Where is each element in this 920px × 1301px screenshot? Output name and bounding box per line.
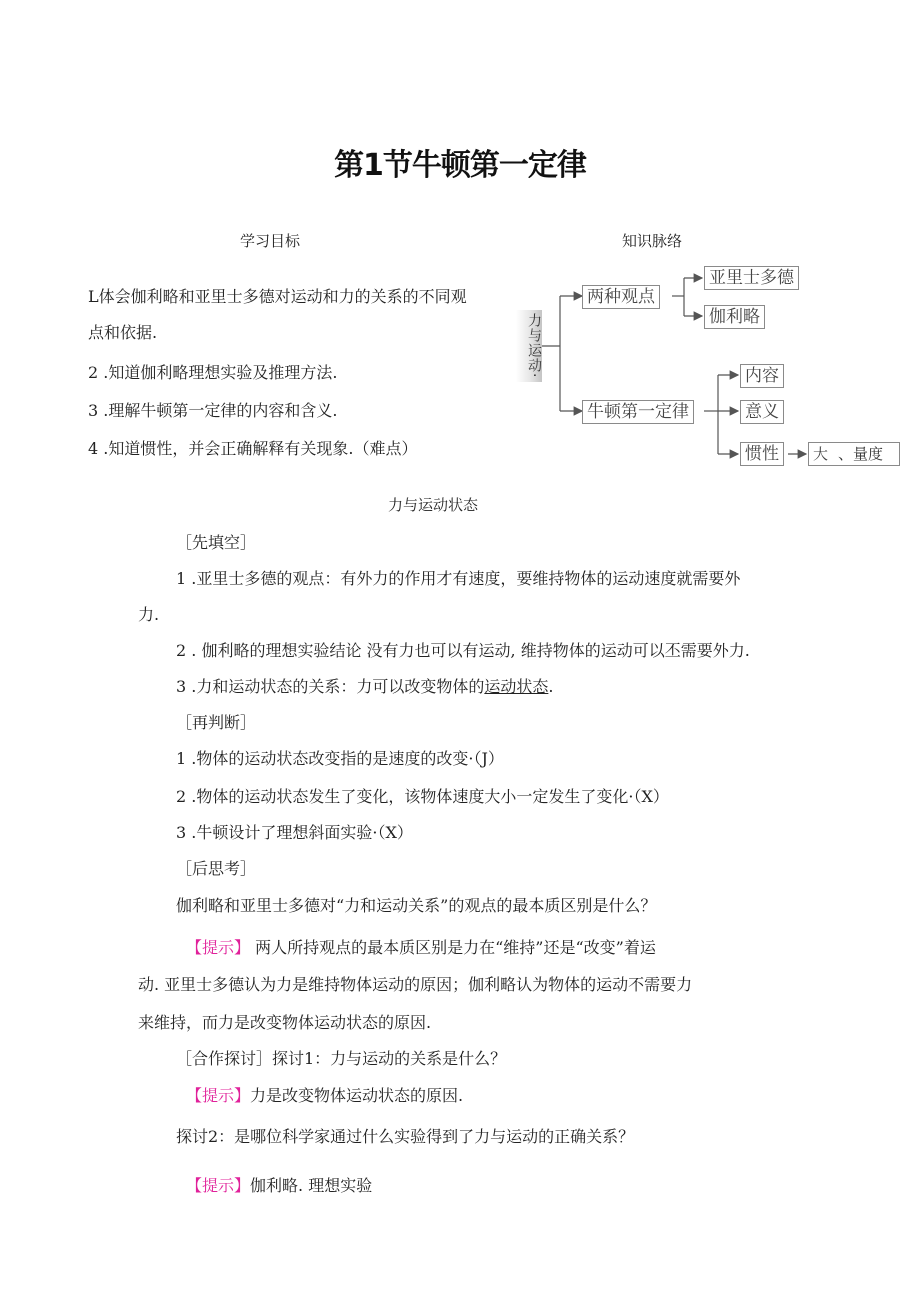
objective-item-3: 3 .理解牛顿第一定律的内容和含义. xyxy=(88,401,338,420)
think-answer xyxy=(186,935,656,958)
objective-item-1-cont: 点和依据. xyxy=(88,323,158,342)
judge-item-2: 2 .物体的运动状态发生了变化，该物体速度大小一定发生了变化·（X） xyxy=(176,787,669,806)
think-label: ［后思考］ xyxy=(176,859,257,878)
explore-answer-1 xyxy=(186,1083,463,1106)
map-inertia-measure: 大 xyxy=(813,445,829,463)
objective-item-4: 4 .知道惯性，并会正确解释有关现象.（难点） xyxy=(88,439,418,458)
prefill-item-3-period: . xyxy=(548,677,554,696)
think-question: 伽利略和亚里士多德对“力和运动关系”的观点的最本质区别是什么？ xyxy=(176,896,657,915)
map-two-views: 两种观点 xyxy=(582,285,660,309)
map-aristotle: 亚里士多德 xyxy=(704,266,799,290)
judge-item-3: 3 .牛顿设计了理想斜面实验·（X） xyxy=(176,823,413,842)
prefill-item-2: 2 . 伽利略的理想实验结论 没有力也可以有运动, 维持物体的运动可以丕需要外力. xyxy=(176,641,750,660)
explore-tip-1-text: 力是改变物体运动状态的原因. xyxy=(250,1086,464,1105)
objective-item-2: 2 .知道伽利略理想实验及推理方法. xyxy=(88,363,338,382)
map-inertia: 惯性 xyxy=(740,442,784,466)
prefill-label: ［先填空］ xyxy=(176,533,257,552)
page-title: 第1节牛顿第一定律 xyxy=(334,148,586,183)
map-galileo: 伽利略 xyxy=(704,305,765,329)
map-content: 内容 xyxy=(740,364,784,388)
explore-tip-2-label: 【提示】 xyxy=(186,1176,251,1195)
judge-item-1: 1 .物体的运动状态改变指的是速度的改变·（J） xyxy=(176,749,504,768)
prefill-item-3 xyxy=(176,674,553,697)
prefill-item-3-text: 3 .力和运动状态的关系：力可以改变物体的 xyxy=(176,677,485,696)
knowledge-map xyxy=(512,258,912,473)
map-newton-first-law: 牛顿第一定律 xyxy=(582,400,694,424)
prefill-item-3-answer: 运动状态 xyxy=(484,677,549,696)
think-answer-line-1: 两人所持观点的最本质区别是力在“维持”还是“改变”着运 xyxy=(250,938,656,957)
think-tip-label: 【提示】 xyxy=(186,938,251,957)
objective-item-1: L体会伽利略和亚里士多德对运动和力的关系的不同观 xyxy=(88,287,467,306)
judge-label: ［再判断］ xyxy=(176,713,257,732)
explore-answer-2 xyxy=(186,1173,372,1196)
map-inertia-measure-text: 、量度 xyxy=(838,445,884,463)
knowledge-map-header: 知识脉络 xyxy=(622,232,683,250)
objectives-header: 学习目标 xyxy=(240,232,301,250)
prefill-item-1-cont: 力. xyxy=(138,605,160,624)
map-meaning: 意义 xyxy=(740,400,784,424)
prefill-item-1: 1 .亚里士多德的观点：有外力的作用才有速度，要维持物体的运动速度就需要外 xyxy=(176,569,741,588)
explore-tip-2-text: 伽利略. 理想实验 xyxy=(250,1176,373,1195)
section-title: 力与运动状态 xyxy=(388,496,479,514)
explore-question-2: 探讨2：是哪位科学家通过什么实验得到了力与运动的正确关系？ xyxy=(176,1127,635,1146)
think-answer-line-2: 动. 亚里士多德认为力是维持物体运动的原因；伽利略认为物体的运动不需要力 xyxy=(138,975,693,994)
explore-question-1: ［合作探讨］探讨1：力与运动的关系是什么？ xyxy=(176,1049,507,1068)
knowledge-map-connectors xyxy=(512,258,912,473)
map-root: 力与运动· xyxy=(516,310,542,382)
think-answer-line-3: 来维持，而力是改变物体运动状态的原因. xyxy=(138,1013,432,1032)
explore-tip-1-label: 【提示】 xyxy=(186,1086,251,1105)
